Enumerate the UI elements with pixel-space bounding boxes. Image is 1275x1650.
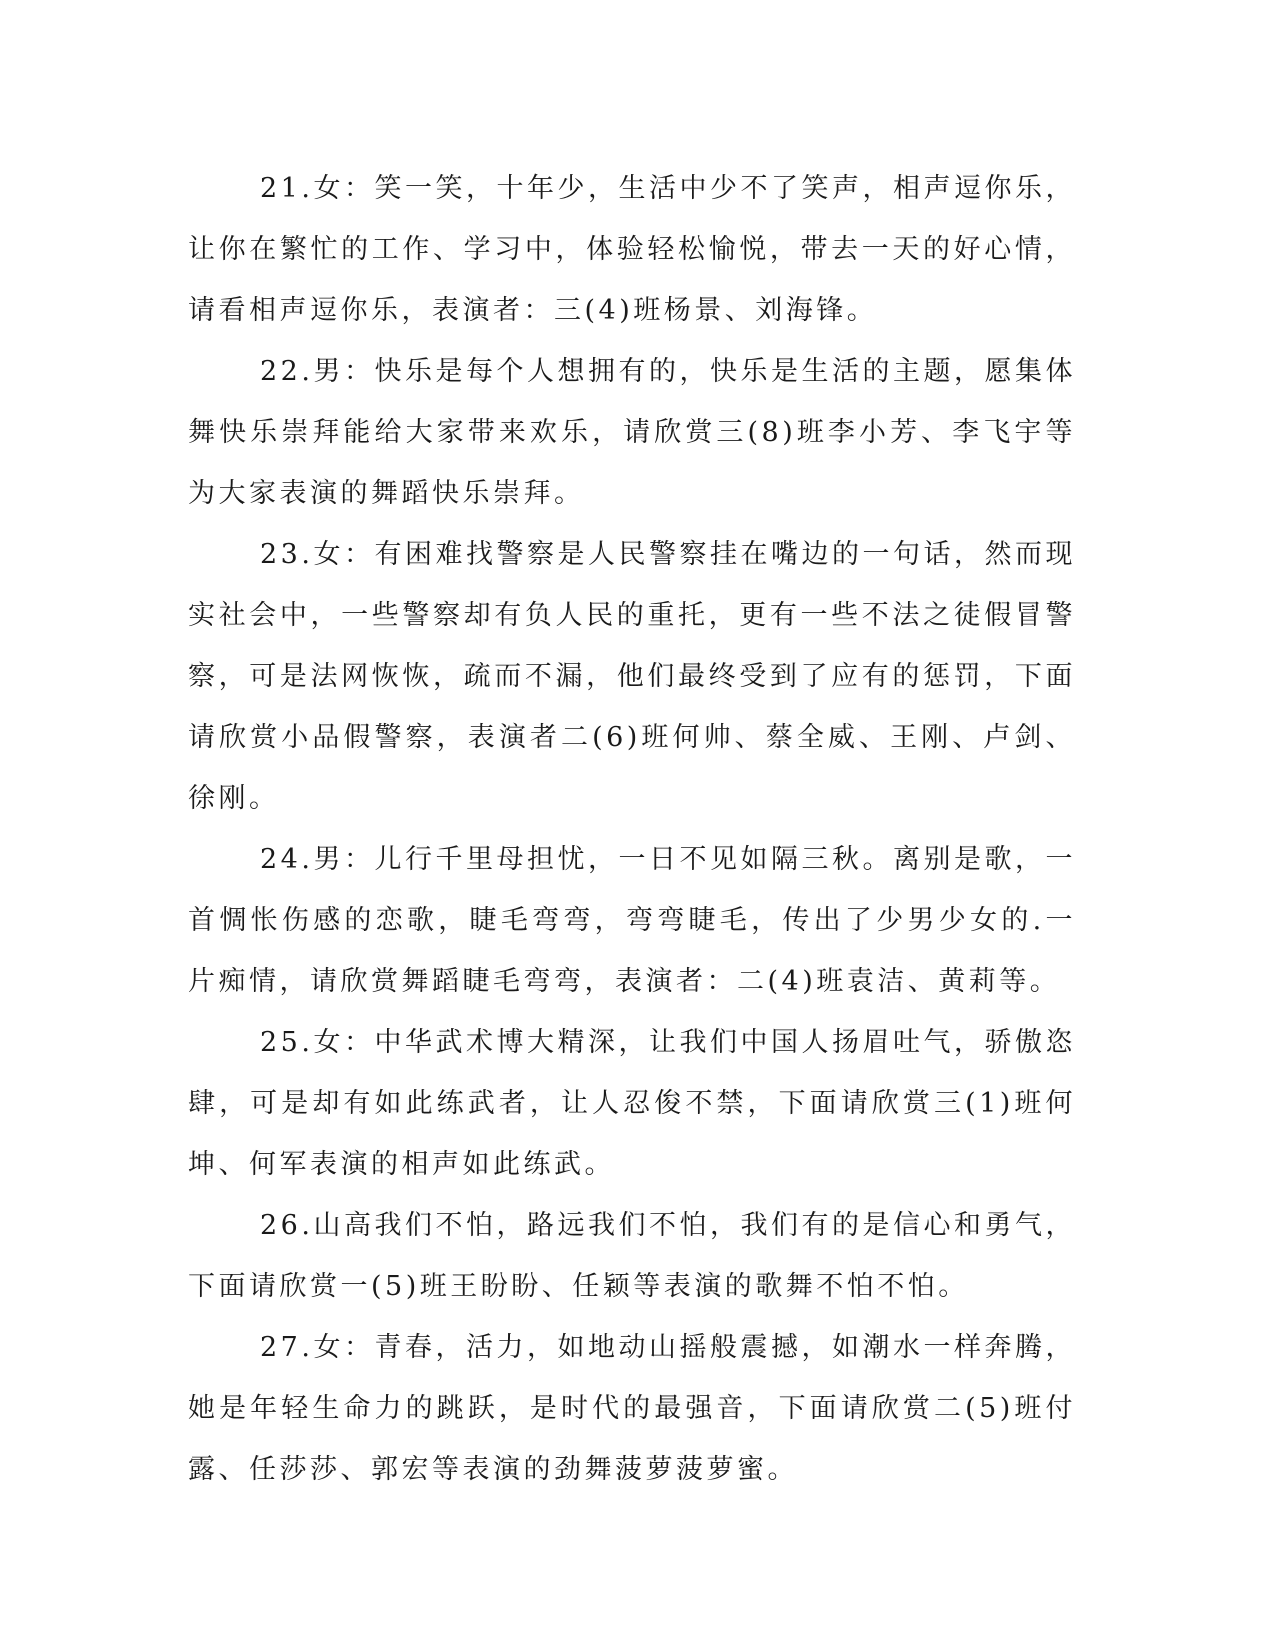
paragraph-25: 25.女：中华武术博大精深，让我们中国人扬眉吐气，骄傲恣肆，可是却有如此练武者，让人忍俊不禁，下面请欣赏三(1)班何坤、何军表演的相声如此练武。 [188,1027,1076,1180]
document-body [188,158,1076,1500]
paragraph-21: 21.女：笑一笑，十年少，生活中少不了笑声，相声逗你乐，让你在繁忙的工作、学习中，体验轻松愉悦，带去一天的好心情，请看相声逗你乐，表演者：三(4)班杨景、刘海锋。 [188,173,1076,326]
paragraph-23: 23.女：有困难找警察是人民警察挂在嘴边的一句话，然而现实社会中，一些警察却有负人民的重托，更有一些不法之徒假冒警察，可是法网恢恢，疏而不漏，他们最终受到了应有的惩罚，下面请欣赏小品假警察，表演者二(6)班何帅、蔡全威、王刚、卢剑、徐刚。 [188,539,1076,814]
paragraph-26: 26.山高我们不怕，路远我们不怕，我们有的是信心和勇气，下面请欣赏一(5)班王盼盼、任颖等表演的歌舞不怕不怕。 [188,1210,1076,1302]
paragraph-24: 24.男：儿行千里母担忧，一日不见如隔三秋。离别是歌，一首惆怅伤感的恋歌，睫毛弯弯，弯弯睫毛，传出了少男少女的.一片痴情，请欣赏舞蹈睫毛弯弯，表演者：二(4)班袁洁、黄莉等。 [188,844,1076,997]
paragraph-22: 22.男：快乐是每个人想拥有的，快乐是生活的主题，愿集体舞快乐崇拜能给大家带来欢乐，请欣赏三(8)班李小芳、李飞宇等为大家表演的舞蹈快乐崇拜。 [188,356,1076,509]
paragraph-27: 27.女：青春，活力，如地动山摇般震撼，如潮水一样奔腾，她是年轻生命力的跳跃，是时代的最强音，下面请欣赏二(5)班付露、任莎莎、郭宏等表演的劲舞菠萝菠萝蜜。 [188,1332,1076,1485]
